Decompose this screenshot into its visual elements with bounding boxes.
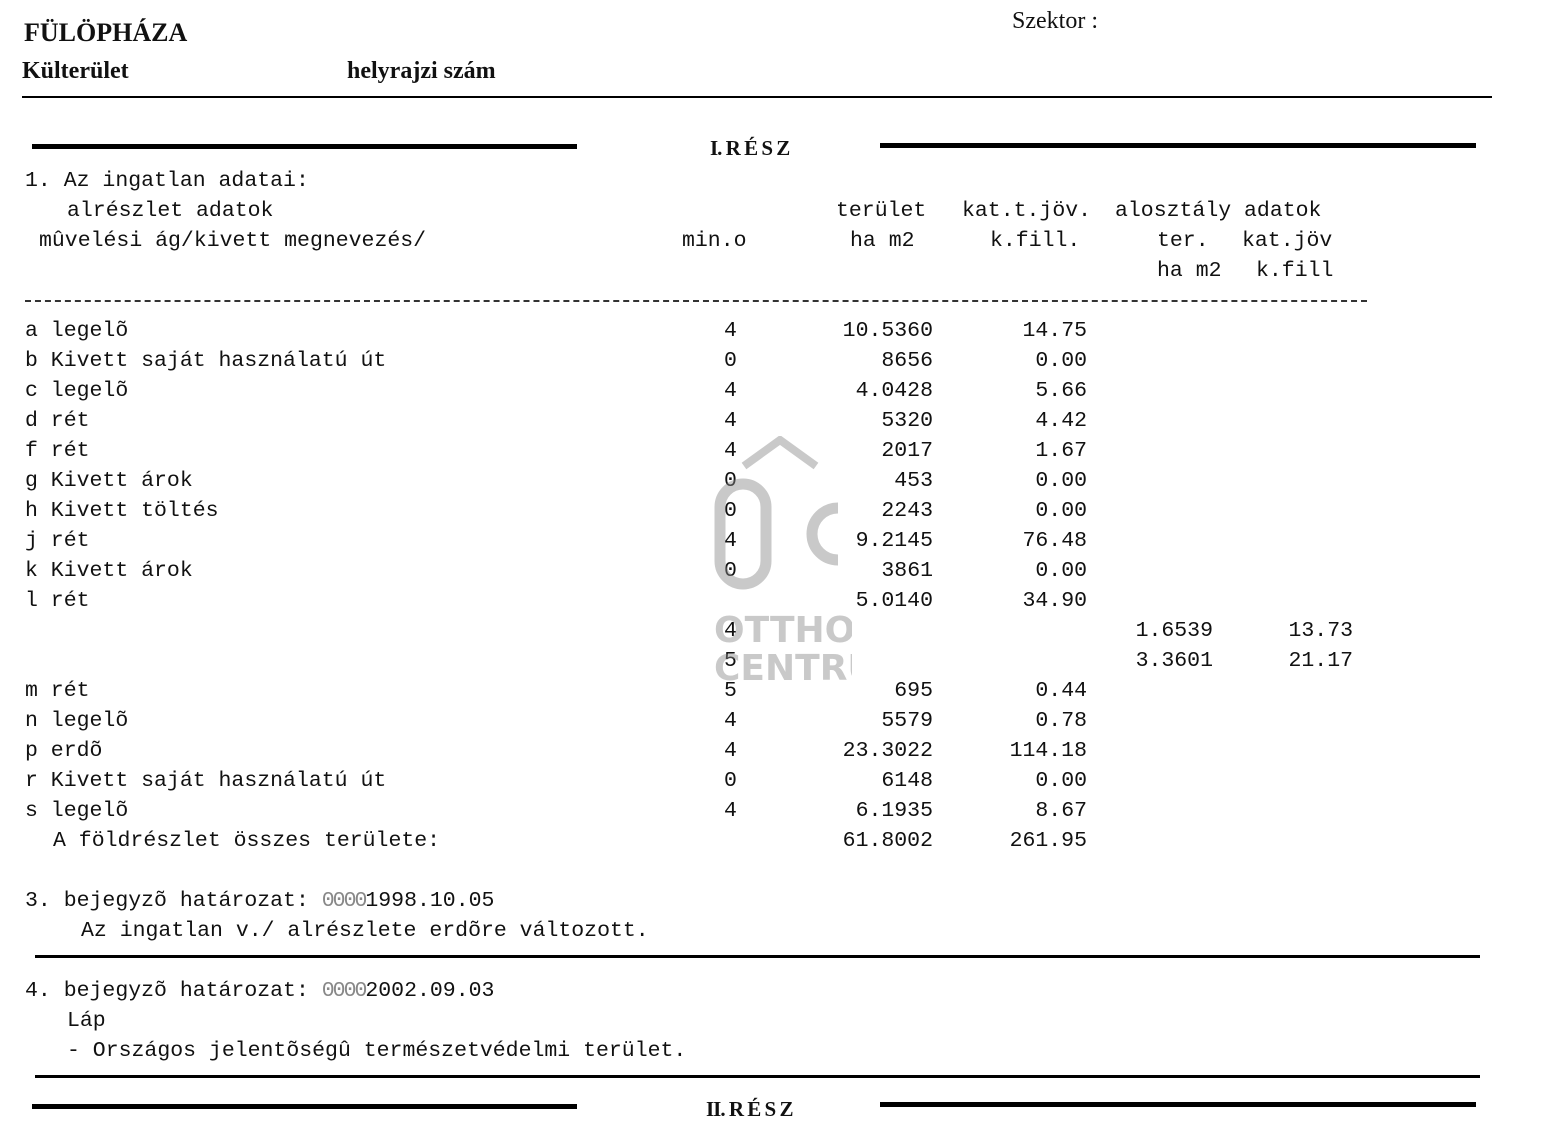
entry4-line1: Láp xyxy=(67,1009,106,1033)
row-income: 0.00 xyxy=(1035,559,1087,583)
row-name: l rét xyxy=(25,589,90,613)
row-quality: 5 xyxy=(724,649,737,673)
row-area: 4.0428 xyxy=(855,379,933,403)
row-income: 4.42 xyxy=(1035,409,1087,433)
row-income: 0.00 xyxy=(1035,499,1087,523)
part2-title: II. R É S Z xyxy=(706,1097,793,1121)
header-rule xyxy=(22,96,1492,98)
row-area: 9.2145 xyxy=(855,529,933,553)
col-area-top: terület xyxy=(836,199,927,223)
row-name: m rét xyxy=(25,679,90,703)
row-income: 0.00 xyxy=(1035,349,1087,373)
row-income: 0.44 xyxy=(1035,679,1087,703)
row-name: s legelõ xyxy=(25,799,129,823)
part1-rule-left xyxy=(32,144,577,149)
row-area: 10.5360 xyxy=(842,319,933,343)
col-area-unit: ha m2 xyxy=(850,229,915,253)
row-quality: 0 xyxy=(724,769,737,793)
entry3-label: 3. bejegyzõ határozat: xyxy=(25,889,309,913)
row-quality: 4 xyxy=(724,739,737,763)
row-area: 3861 xyxy=(881,559,933,583)
row-quality: 4 xyxy=(724,319,737,343)
col-subclass-income: kat.jöv xyxy=(1242,229,1333,253)
row-quality: 4 xyxy=(724,799,737,823)
part2-rule-right xyxy=(880,1102,1476,1107)
row-income: 0.00 xyxy=(1035,469,1087,493)
row-quality: 4 xyxy=(724,379,737,403)
row-quality: 0 xyxy=(724,559,737,583)
row-name: k Kivett árok xyxy=(25,559,193,583)
settlement-name: FÜLÖPHÁZA xyxy=(24,18,188,47)
watermark-line1: OTTHO xyxy=(714,610,852,651)
row-quality: 5 xyxy=(724,679,737,703)
entry4-rule xyxy=(35,1075,1480,1078)
row-area: 8656 xyxy=(881,349,933,373)
entry4-line xyxy=(25,976,494,1006)
row-subclass-income: 13.73 xyxy=(1288,619,1353,643)
row-area: 5.0140 xyxy=(855,589,933,613)
row-area: 2017 xyxy=(881,439,933,463)
parcel-label: helyrajzi szám xyxy=(347,58,496,84)
header-dashed-rule xyxy=(25,300,1367,302)
col-subclass-top: alosztály adatok xyxy=(1115,199,1322,223)
row-name: h Kivett töltés xyxy=(25,499,219,523)
entry3-line xyxy=(25,886,494,916)
row-income: 8.67 xyxy=(1035,799,1087,823)
row-income: 0.00 xyxy=(1035,769,1087,793)
row-income: 1.67 xyxy=(1035,439,1087,463)
row-income: 5.66 xyxy=(1035,379,1087,403)
col-income-top: kat.t.jöv. xyxy=(962,199,1092,223)
row-subclass-area: 1.6539 xyxy=(1135,619,1213,643)
row-quality: 4 xyxy=(724,409,737,433)
row-income: 34.90 xyxy=(1022,589,1087,613)
col-cultivation-name: mûvelési ág/kivett megnevezés/ xyxy=(39,229,427,253)
row-quality: 0 xyxy=(724,469,737,493)
row-name: n legelõ xyxy=(25,709,129,733)
row-name: r Kivett saját használatú út xyxy=(25,769,387,793)
col-subclass-area-unit: ha m2 xyxy=(1157,259,1222,283)
row-name: p erdõ xyxy=(25,739,103,763)
row-income: 0.78 xyxy=(1035,709,1087,733)
entry4-line2: - Országos jelentõségû természetvédelmi terület. xyxy=(67,1039,687,1063)
row-quality: 0 xyxy=(724,499,737,523)
part1-title: I. R É S Z xyxy=(710,136,790,160)
sector-label xyxy=(1012,8,1098,35)
row-area: 695 xyxy=(894,679,933,703)
row-name: f rét xyxy=(25,439,90,463)
row-quality: 4 xyxy=(724,619,737,643)
row-area: 2243 xyxy=(881,499,933,523)
col-subdivision: alrészlet adatok xyxy=(67,199,274,223)
row-area: 6148 xyxy=(881,769,933,793)
row-name: c legelõ xyxy=(25,379,129,403)
total-income: 261.95 xyxy=(1009,829,1087,853)
area-type: Külterület xyxy=(22,58,129,84)
col-quality: min.o xyxy=(682,229,747,253)
row-name: b Kivett saját használatú út xyxy=(25,349,387,373)
part1-rule-right xyxy=(880,143,1476,148)
total-area: 61.8002 xyxy=(842,829,933,853)
row-name: a legelõ xyxy=(25,319,129,343)
entry4-ref: 0000 xyxy=(321,979,366,1003)
sector-label-text: Szektor : xyxy=(1012,8,1098,34)
row-income: 14.75 xyxy=(1022,319,1087,343)
row-subclass-income: 21.17 xyxy=(1288,649,1353,673)
entry3-date: 1998.10.05 xyxy=(365,889,495,913)
row-quality: 4 xyxy=(724,439,737,463)
watermark-line2: CENTR xyxy=(714,648,848,686)
row-name: j rét xyxy=(25,529,90,553)
col-subclass-income-unit: k.fill xyxy=(1256,259,1334,283)
row-quality: 4 xyxy=(724,709,737,733)
total-label: A földrészlet összes területe: xyxy=(53,829,441,853)
row-subclass-area: 3.3601 xyxy=(1135,649,1213,673)
row-area: 23.3022 xyxy=(842,739,933,763)
row-quality: 4 xyxy=(724,529,737,553)
entry4-label: 4. bejegyzõ határozat: xyxy=(25,979,309,1003)
section-label: 1. Az ingatlan adatai: xyxy=(25,169,309,193)
row-income: 76.48 xyxy=(1022,529,1087,553)
part2-rule-left xyxy=(32,1104,577,1109)
entry3-rule xyxy=(35,955,1480,958)
col-subclass-area: ter. xyxy=(1157,229,1209,253)
row-area: 6.1935 xyxy=(855,799,933,823)
entry3-text: Az ingatlan v./ alrészlete erdõre változott. xyxy=(81,919,649,943)
entry3-ref: 0000 xyxy=(321,889,366,913)
entry4-date: 2002.09.03 xyxy=(365,979,495,1003)
row-area: 5579 xyxy=(881,709,933,733)
col-income-unit: k.fill. xyxy=(990,229,1081,253)
row-area: 5320 xyxy=(881,409,933,433)
row-name: g Kivett árok xyxy=(25,469,193,493)
row-quality: 0 xyxy=(724,349,737,373)
row-name: d rét xyxy=(25,409,90,433)
row-area: 453 xyxy=(894,469,933,493)
row-income: 114.18 xyxy=(1009,739,1087,763)
